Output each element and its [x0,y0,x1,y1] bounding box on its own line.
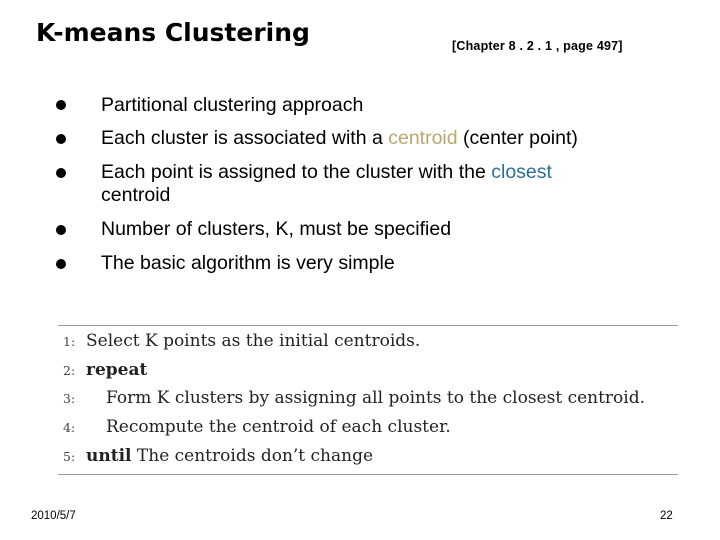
bullet-dot [56,100,66,110]
bullet-text-part: centroid [101,184,171,206]
footer-date: 2010/5/7 [31,510,76,522]
bullet-text [101,218,691,241]
highlight-term: closest [491,161,552,183]
line-text: Form K clusters by assigning all points to the closest centroid. [106,388,646,408]
bullet-text-part: Each point is assigned to the cluster with the [101,161,492,183]
line-keyword: repeat [86,360,148,380]
bullet-dot [56,168,66,178]
line-content [86,446,373,466]
bullet-text [101,161,621,207]
line-number: 2: [63,363,76,378]
line-number: 4: [63,420,76,435]
algorithm-box [58,325,678,475]
bullet-dot [56,134,66,144]
line-keyword: until [86,446,132,466]
line-number: 3: [63,391,76,406]
bullet-dot [56,225,66,235]
chapter-reference: [Chapter 8 . 2 . 1 , page 497] [452,39,623,53]
bullet-dot [56,259,66,269]
slide-title: K-means Clustering [36,18,310,47]
bullet-text-part: The basic algorithm is very simple [101,252,395,274]
bullet-text-part: Number of clusters, K, must be specified [101,218,452,240]
bullet-text-part: Partitional clustering approach [101,94,364,116]
bullet-text-part: Each cluster is associated with a [101,127,389,149]
line-text: Select K points as the initial centroids. [86,331,421,351]
bullet-text [101,127,691,150]
line-number: 1: [63,334,76,349]
line-text: The centroids don’t change [131,446,374,466]
bullet-text-part: (center point) [457,127,578,149]
bullet-text [101,94,691,117]
highlight-term: centroid [388,127,458,149]
bullet-text [101,252,691,275]
line-text: Recompute the centroid of each cluster. [106,417,451,437]
page-number: 22 [660,510,673,522]
line-number: 5: [63,449,76,464]
